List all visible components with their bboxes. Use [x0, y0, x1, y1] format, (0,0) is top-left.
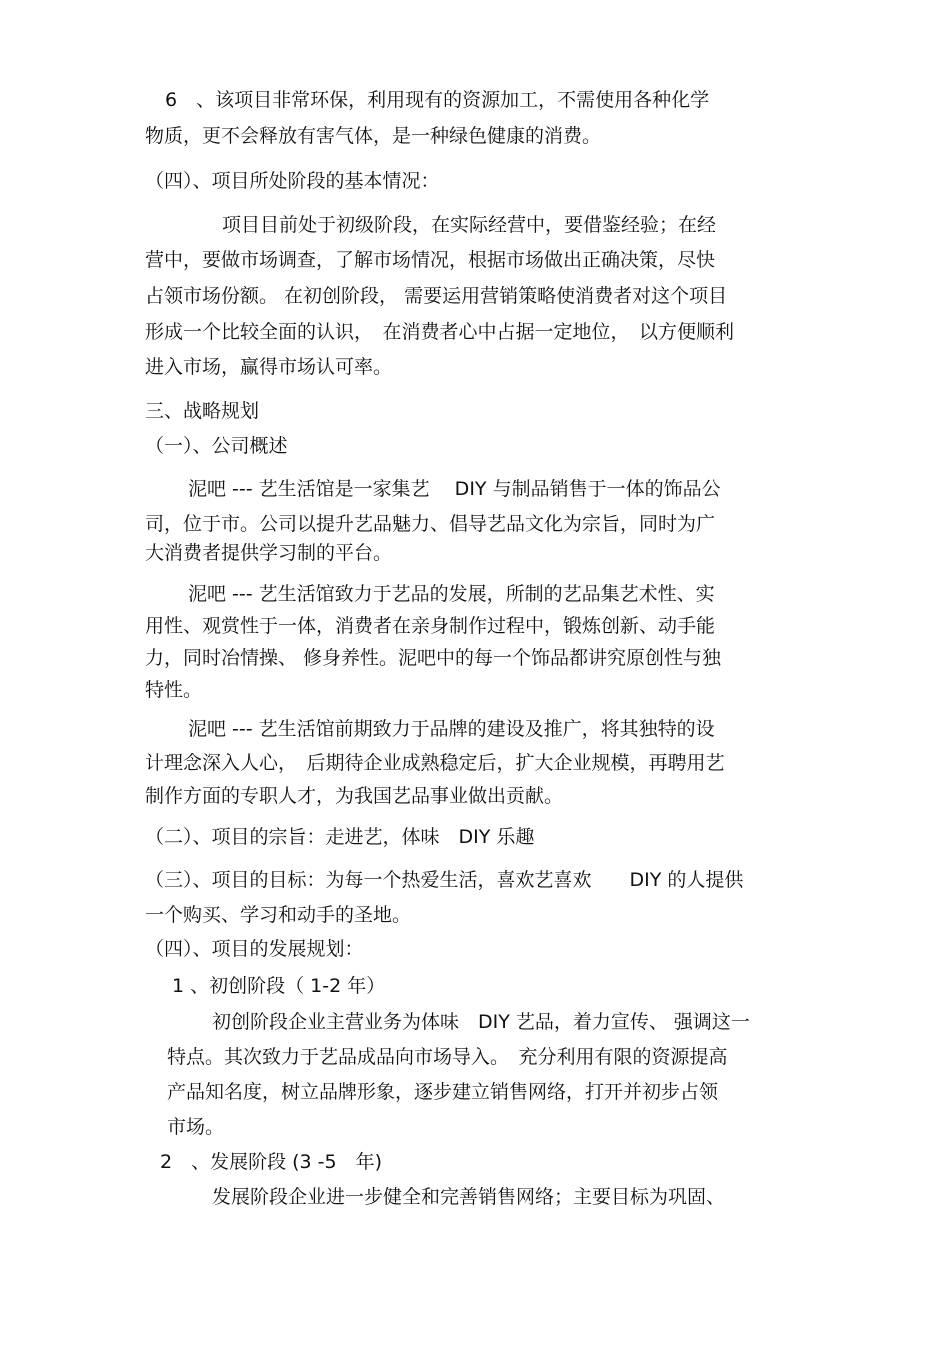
subsection-heading: 1 、初创阶段（ 1-2 年）	[172, 975, 386, 997]
text-line: 泥吧 --- 艺生活馆前期致力于品牌的建设及推广，将其独特的设	[188, 718, 715, 740]
text-line: 6 、该项目非常环保，利用现有的资源加工，不需使用各种化学	[165, 89, 710, 111]
text-line: 进入市场，赢得市场认可率。	[145, 356, 393, 378]
text-line: 占领市场份额。 在初创阶段， 需要运用营销策略使消费者对这个项目	[145, 285, 728, 307]
text-line: 产品知名度，树立品牌形象，逐步建立销售网络，打开并初步占领	[167, 1081, 719, 1103]
section-heading: （二）、项目的宗旨：走进艺，体味 DIY 乐趣	[145, 826, 535, 848]
section-heading: （四）、项目的发展规划：	[145, 938, 364, 960]
text-line: 用性、观赏性于一体，消费者在亲身制作过程中，锻炼创新、动手能	[145, 615, 716, 637]
chapter-heading: 三、战略规划	[145, 400, 260, 422]
text-line: 项目目前处于初级阶段，在实际经营中，要借鉴经验；在经	[222, 214, 717, 236]
text-line: 物质，更不会释放有害气体，是一种绿色健康的消费。	[145, 125, 602, 147]
text-line: 一个购买、学习和动手的圣地。	[145, 904, 412, 926]
section-heading: （一）、公司概述	[145, 435, 288, 457]
text-line: 大消费者提供学习制的平台。	[145, 542, 393, 564]
text-line: 泥吧 --- 艺生活馆致力于艺品的发展，所制的艺品集艺术性、实	[188, 583, 715, 605]
text-line: 特点。其次致力于艺品成品向市场导入。 充分利用有限的资源提高	[167, 1046, 728, 1068]
text-line: 泥吧 --- 艺生活馆是一家集艺 DIY 与制品销售于一体的饰品公	[188, 478, 721, 500]
subsection-heading: 2 、发展阶段 (3 -5 年)	[160, 1151, 383, 1173]
text-line: 初创阶段企业主营业务为体味 DIY 艺品，着力宣传、 强调这一	[212, 1011, 750, 1033]
text-line: 计理念深入人心， 后期待企业成熟稳定后，扩大企业规模，再聘用艺	[145, 752, 725, 774]
text-line: 司，位于市。公司以提升艺品魅力、倡导艺品文化为宗旨，同时为广	[145, 513, 716, 535]
text-line: 市场。	[167, 1116, 225, 1138]
text-line: 特性。	[145, 679, 203, 701]
text-line: 营中，要做市场调查，了解市场情况，根据市场做出正确决策，尽快	[145, 249, 716, 271]
section-heading: （三）、项目的目标：为每一个热爱生活，喜欢艺喜欢 DIY 的人提供	[145, 869, 744, 891]
text-line: 形成一个比较全面的认识， 在消费者心中占据一定地位， 以方便顺利	[145, 321, 735, 343]
section-heading: （四）、项目所处阶段的基本情况：	[145, 170, 440, 192]
text-line: 发展阶段企业进一步健全和完善销售网络；主要目标为巩固、	[212, 1186, 726, 1208]
text-line: 力，同时冶情操、 修身养性。泥吧中的每一个饰品都讲究原创性与独	[145, 647, 722, 669]
text-line: 制作方面的专职人才，为我国艺品事业做出贡献。	[145, 785, 564, 807]
